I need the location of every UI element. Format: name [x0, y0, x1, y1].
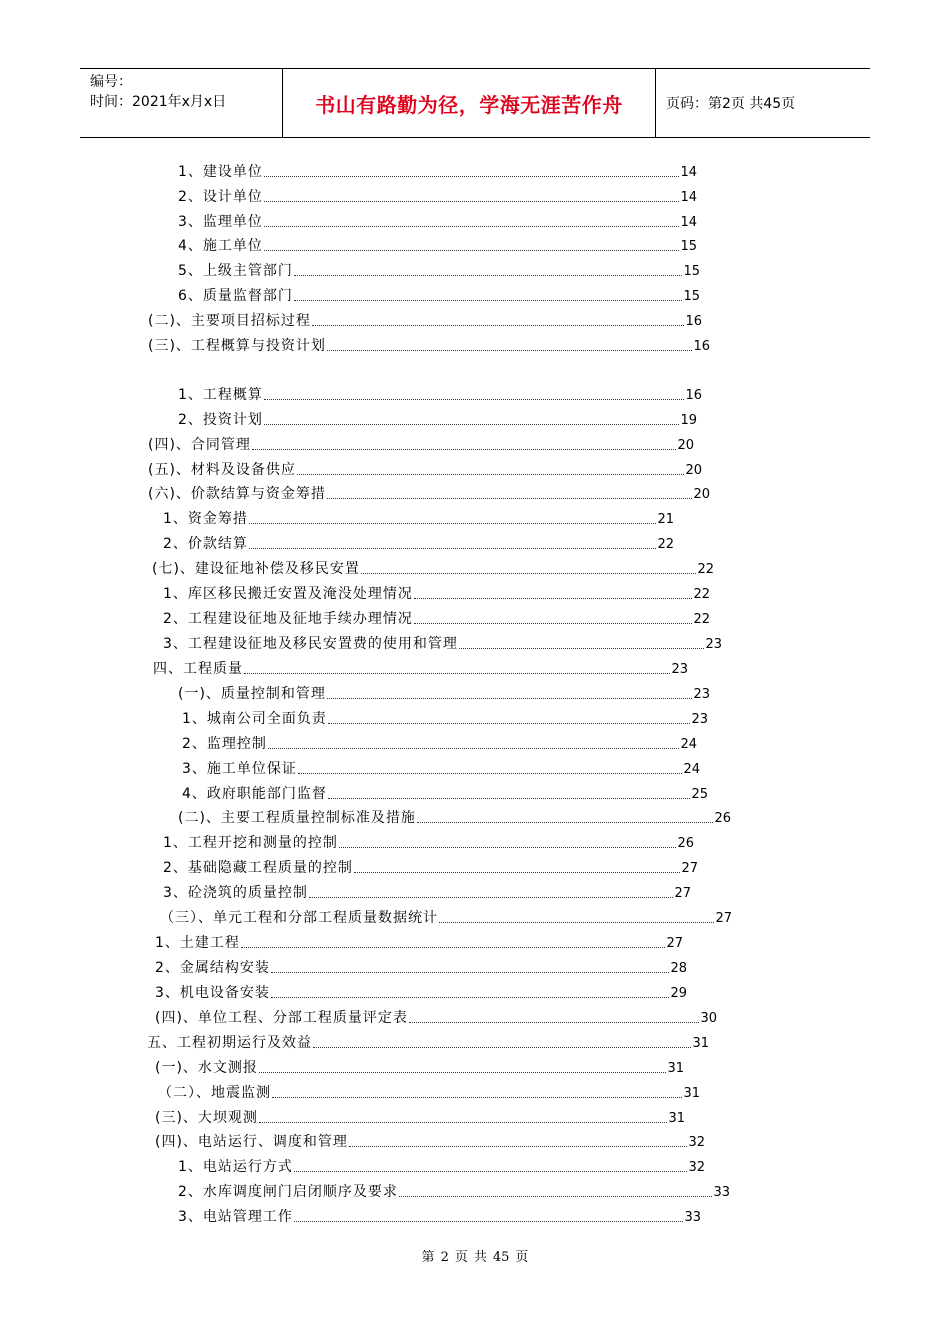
toc-entry[interactable] — [152, 559, 714, 579]
toc-entry-page: 27 — [674, 886, 691, 901]
toc-entry-label: 3、机电设备安装 — [155, 985, 270, 1001]
toc-leader-dots — [339, 833, 677, 848]
toc-entry[interactable] — [153, 659, 688, 679]
toc-entry-label: 2、工程建设征地及征地手续办理情况 — [163, 611, 413, 627]
toc-entry-page: 22 — [693, 612, 710, 627]
toc-entry-page: 27 — [666, 936, 683, 951]
footer-page-number: 2 — [440, 1250, 449, 1265]
toc-entry-page: 24 — [683, 762, 700, 777]
toc-leader-dots — [264, 236, 680, 251]
toc-leader-dots — [399, 1182, 713, 1197]
toc-leader-dots — [294, 1157, 688, 1172]
toc-entry[interactable] — [163, 883, 691, 903]
toc-entry[interactable] — [178, 808, 731, 828]
toc-entry-label: 3、电站管理工作 — [178, 1209, 293, 1225]
toc-leader-dots — [294, 1207, 684, 1222]
toc-entry-label: 四、工程质量 — [153, 661, 243, 677]
toc-entry-label: 1、工程概算 — [178, 387, 263, 403]
toc-entry-page: 14 — [680, 190, 697, 205]
toc-entry-page: 14 — [680, 165, 697, 180]
toc-entry-label: (二)、主要项目招标过程 — [148, 313, 311, 329]
toc-entry-page: 31 — [667, 1061, 684, 1076]
toc-leader-dots — [459, 634, 705, 649]
toc-leader-dots — [361, 559, 697, 574]
toc-entry-page: 20 — [677, 438, 694, 453]
toc-entry-page: 23 — [691, 712, 708, 727]
toc-entry-label: 3、工程建设征地及移民安置费的使用和管理 — [163, 636, 458, 652]
toc-entry-page: 29 — [670, 986, 687, 1001]
toc-entry-label: (六)、价款结算与资金筹措 — [148, 486, 326, 502]
toc-leader-dots — [268, 734, 680, 749]
toc-leader-dots — [414, 609, 693, 624]
toc-entry[interactable] — [178, 162, 697, 182]
toc-entry[interactable] — [182, 784, 708, 804]
toc-entry[interactable] — [178, 385, 702, 405]
toc-entry[interactable] — [148, 484, 710, 504]
toc-leader-dots — [249, 509, 657, 524]
toc-leader-dots — [264, 162, 680, 177]
toc-entry[interactable] — [148, 460, 702, 480]
toc-leader-dots — [327, 684, 693, 699]
toc-entry-page: 19 — [680, 413, 697, 428]
toc-leader-dots — [264, 385, 685, 400]
toc-leader-dots — [349, 1132, 688, 1147]
toc-entry[interactable] — [163, 509, 674, 529]
toc-entry-label: (一)、水文测报 — [155, 1060, 258, 1076]
toc-entry[interactable] — [163, 609, 710, 629]
toc-entry[interactable] — [155, 933, 683, 953]
toc-leader-dots — [294, 261, 683, 276]
toc-entry-page: 31 — [683, 1086, 700, 1101]
toc-entry-page: 28 — [670, 961, 687, 976]
toc-entry-label: 3、施工单位保证 — [182, 761, 297, 777]
toc-entry[interactable] — [182, 709, 708, 729]
footer-gong: 共 — [473, 1250, 487, 1265]
serial-label: 编号： — [90, 74, 132, 90]
toc-entry-page: 15 — [683, 289, 700, 304]
toc-entry[interactable] — [148, 336, 710, 356]
toc-leader-dots — [328, 784, 691, 799]
toc-entry-label: 2、设计单位 — [178, 189, 263, 205]
toc-leader-dots — [264, 212, 680, 227]
toc-entry-label: 4、政府职能部门监督 — [182, 786, 327, 802]
toc-entry-page: 24 — [680, 737, 697, 752]
toc-entry[interactable] — [178, 410, 697, 430]
toc-entry-page: 20 — [693, 487, 710, 502]
toc-entry[interactable] — [178, 261, 700, 281]
toc-entry[interactable] — [148, 435, 694, 455]
footer-ye: 页 — [454, 1250, 468, 1265]
toc-entry-page: 26 — [677, 836, 694, 851]
toc-entry[interactable] — [155, 983, 687, 1003]
toc-entry-label: 2、价款结算 — [163, 536, 248, 552]
toc-entry-page: 16 — [693, 339, 710, 354]
toc-entry[interactable] — [178, 1207, 701, 1227]
toc-entry[interactable] — [160, 908, 732, 928]
toc-entry-page: 14 — [680, 215, 697, 230]
header-motto: 书山有路勤为径，学海无涯苦作舟 — [282, 69, 656, 137]
page-footer — [0, 1246, 950, 1265]
toc-entry-label: (四)、单位工程、分部工程质量评定表 — [155, 1010, 408, 1026]
toc-entry[interactable] — [178, 212, 697, 232]
toc-entry-page: 22 — [697, 562, 714, 577]
toc-entry[interactable] — [155, 1058, 684, 1078]
toc-entry[interactable] — [158, 1083, 700, 1103]
toc-entry-label: 2、投资计划 — [178, 412, 263, 428]
toc-entry-label: （二）、地震监测 — [158, 1085, 271, 1101]
toc-entry-label: (七)、建设征地补偿及移民安置 — [152, 561, 360, 577]
toc-entry[interactable] — [178, 1157, 705, 1177]
toc-leader-dots — [297, 460, 685, 475]
toc-entry-label: 1、库区移民搬迁安置及淹没处理情况 — [163, 586, 413, 602]
toc-leader-dots — [309, 883, 674, 898]
toc-entry-label: (三)、工程概算与投资计划 — [148, 338, 326, 354]
toc-entry-label: (二)、主要工程质量控制标准及措施 — [178, 810, 416, 826]
toc-entry-label: 五、工程初期运行及效益 — [147, 1035, 312, 1051]
toc-entry-page: 31 — [668, 1111, 685, 1126]
toc-entry-label: 3、监理单位 — [178, 214, 263, 230]
toc-entry-label: (三)、大坝观测 — [155, 1110, 258, 1126]
toc-entry-label: 1、土建工程 — [155, 935, 240, 951]
toc-leader-dots — [259, 1058, 667, 1073]
toc-leader-dots — [294, 286, 683, 301]
toc-entry-page: 27 — [715, 911, 732, 926]
toc-entry[interactable] — [178, 187, 697, 207]
toc-entry[interactable] — [163, 833, 694, 853]
page-header — [80, 68, 870, 138]
time-label: 时间：2021年x月x日 — [90, 94, 227, 110]
toc-entry-label: (五)、材料及设备供应 — [148, 462, 296, 478]
toc-entry-page: 22 — [657, 537, 674, 552]
toc-entry-page: 31 — [692, 1036, 709, 1051]
footer-di: 第 — [421, 1250, 435, 1265]
toc-leader-dots — [244, 659, 670, 674]
toc-entry-label: (四)、电站运行、调度和管理 — [155, 1134, 348, 1150]
toc-leader-dots — [312, 311, 685, 326]
toc-entry[interactable] — [178, 684, 710, 704]
toc-entry-page: 20 — [685, 463, 702, 478]
toc-entry-page: 22 — [693, 587, 710, 602]
toc-leader-dots — [249, 534, 657, 549]
toc-entry-page: 32 — [688, 1135, 705, 1150]
toc-leader-dots — [271, 983, 670, 998]
toc-entry-label: （三）、单元工程和分部工程质量数据统计 — [160, 910, 438, 926]
toc-entry-page: 15 — [680, 239, 697, 254]
toc-entry-label: 5、上级主管部门 — [178, 263, 293, 279]
toc-entry-page: 23 — [671, 662, 688, 677]
toc-entry-page: 26 — [714, 811, 731, 826]
toc-entry[interactable] — [178, 1182, 730, 1202]
toc-entry-page: 27 — [681, 861, 698, 876]
toc-entry-page: 33 — [684, 1210, 701, 1225]
toc-entry[interactable] — [163, 634, 722, 654]
toc-entry-label: (四)、合同管理 — [148, 437, 251, 453]
toc-entry[interactable] — [178, 286, 700, 306]
toc-leader-dots — [328, 709, 691, 724]
toc-leader-dots — [417, 808, 714, 823]
toc-entry-label: 3、砼浇筑的质量控制 — [163, 885, 308, 901]
toc-entry[interactable] — [155, 1008, 717, 1028]
header-meta — [80, 69, 282, 137]
toc-leader-dots — [241, 933, 666, 948]
footer-total-pages: 45 — [492, 1250, 510, 1265]
toc-leader-dots — [409, 1008, 700, 1023]
toc-entry-page: 21 — [657, 512, 674, 527]
toc-entry-label: (一)、质量控制和管理 — [178, 686, 326, 702]
toc-entry-label: 1、工程开挖和测量的控制 — [163, 835, 338, 851]
toc-entry-page: 32 — [688, 1160, 705, 1175]
toc-entry[interactable] — [155, 1108, 685, 1128]
toc-leader-dots — [259, 1108, 668, 1123]
toc-entry-page: 23 — [693, 687, 710, 702]
toc-entry-label: 2、水库调度闸门启闭顺序及要求 — [178, 1184, 398, 1200]
toc-leader-dots — [313, 1033, 691, 1048]
toc-entry[interactable] — [163, 584, 710, 604]
toc-entry-page: 23 — [705, 637, 722, 652]
toc-leader-dots — [252, 435, 677, 450]
toc-entry[interactable] — [155, 1132, 705, 1152]
toc-entry-page: 16 — [685, 388, 702, 403]
toc-entry-label: 1、资金筹措 — [163, 511, 248, 527]
toc-entry-page: 25 — [691, 787, 708, 802]
toc-entry-label: 6、质量监督部门 — [178, 288, 293, 304]
toc-leader-dots — [264, 410, 680, 425]
toc-leader-dots — [327, 484, 693, 499]
toc-entry[interactable] — [148, 311, 702, 331]
toc-entry-page: 15 — [683, 264, 700, 279]
toc-entry[interactable] — [178, 236, 697, 256]
toc-entry[interactable] — [155, 958, 687, 978]
toc-leader-dots — [327, 336, 693, 351]
toc-entry-label: 2、监理控制 — [182, 736, 267, 752]
toc-leader-dots — [272, 1083, 682, 1098]
toc-entry[interactable] — [163, 858, 698, 878]
toc-entry-page: 33 — [713, 1185, 730, 1200]
footer-ye-end: 页 — [515, 1250, 529, 1265]
toc-leader-dots — [439, 908, 714, 923]
header-page-label: 页码：第2页 共45页 — [666, 96, 796, 112]
toc-entry[interactable] — [182, 759, 700, 779]
toc-entry-label: 1、建设单位 — [178, 164, 263, 180]
toc-entry-label: 1、电站运行方式 — [178, 1159, 293, 1175]
toc-entry[interactable] — [163, 534, 674, 554]
toc-entry[interactable] — [182, 734, 697, 754]
toc-leader-dots — [271, 958, 670, 973]
toc-entry-label: 2、基础隐藏工程质量的控制 — [163, 860, 353, 876]
toc-leader-dots — [298, 759, 683, 774]
toc-entry-label: 2、金属结构安装 — [155, 960, 270, 976]
toc-entry[interactable] — [147, 1033, 709, 1053]
toc-entry-label: 1、城南公司全面负责 — [182, 711, 327, 727]
toc-leader-dots — [264, 187, 680, 202]
toc-entry-label: 4、施工单位 — [178, 238, 263, 254]
toc-leader-dots — [354, 858, 681, 873]
toc-entry-page: 16 — [685, 314, 702, 329]
toc-entry-page: 30 — [700, 1011, 717, 1026]
toc-leader-dots — [414, 584, 693, 599]
